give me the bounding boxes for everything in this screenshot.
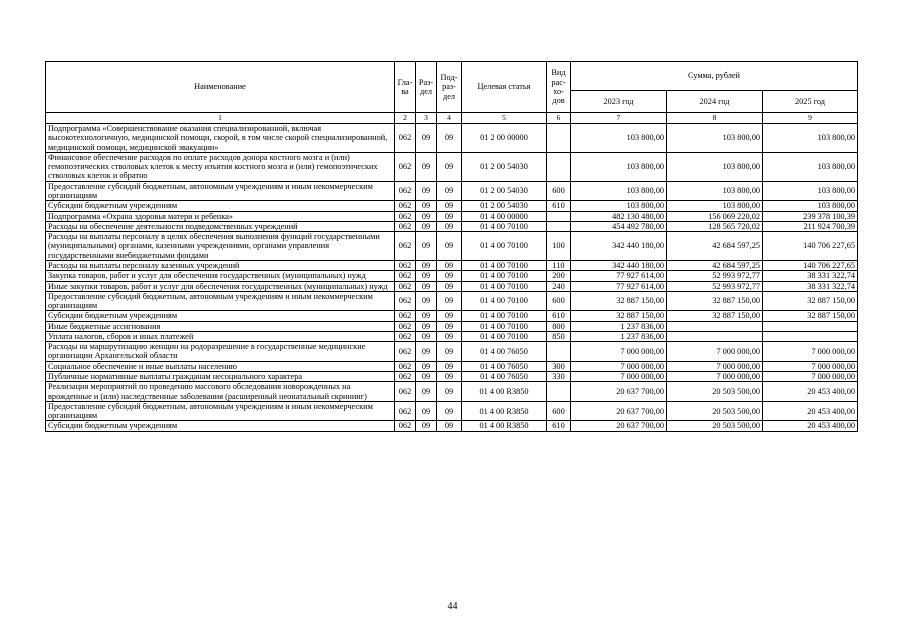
cell-sum-2024: 20 503 500,00 (667, 401, 763, 421)
cell-razdel: 09 (416, 421, 437, 431)
cell-sum-2024: 42 684 597,25 (667, 232, 763, 261)
cell-podrazdel: 09 (437, 260, 462, 270)
cell-sum-2023: 20 637 700,00 (571, 401, 667, 421)
cell-vid (547, 124, 571, 153)
cell-target: 01 4 00 70100 (462, 291, 547, 311)
cell-sum-2025: 7 000 000,00 (763, 342, 858, 362)
cell-razdel: 09 (416, 361, 437, 371)
cell-name: Реализация мероприятий по проведению массового обследования новорожденных на врожденные и (или) наследственные заболевания (расширенный неонатальный скрининг) (46, 382, 395, 402)
cell-razdel: 09 (416, 382, 437, 402)
cell-razdel: 09 (416, 211, 437, 221)
table-row (46, 232, 858, 261)
column-number-row (46, 113, 858, 124)
cell-sum-2025: 211 924 700,39 (763, 221, 858, 231)
cell-target: 01 4 00 00000 (462, 211, 547, 221)
cell-sum-2024: 156 069 220,02 (667, 211, 763, 221)
cell-vid: 600 (547, 401, 571, 421)
cell-sum-2023: 7 000 000,00 (571, 342, 667, 362)
cell-sum-2025: 20 453 400,00 (763, 382, 858, 402)
cell-sum-2025 (763, 331, 858, 341)
cell-sum-2023: 103 800,00 (571, 201, 667, 211)
cell-sum-2025: 32 887 150,00 (763, 291, 858, 311)
cell-razdel: 09 (416, 291, 437, 311)
cell-name: Публичные нормативные выплаты гражданам несоциального характера (46, 372, 395, 382)
table-row (46, 401, 858, 421)
cell-name: Расходы на выплаты персоналу в целях обеспечения выполнения функций государственными (муниципальными) органами, казенными учреждениями, органами управления государственными внебюджетными фондами (46, 232, 395, 261)
cell-podrazdel: 09 (437, 361, 462, 371)
cell-sum-2025 (763, 321, 858, 331)
cell-razdel: 09 (416, 271, 437, 281)
table-row (46, 382, 858, 402)
cell-target: 01 4 00 76050 (462, 372, 547, 382)
table-row (46, 124, 858, 153)
cell-name: Расходы на обеспечение деятельности подведомственных учреждений (46, 221, 395, 231)
cell-podrazdel: 09 (437, 281, 462, 291)
cell-razdel: 09 (416, 124, 437, 153)
cell-vid: 300 (547, 361, 571, 371)
cell-razdel: 09 (416, 321, 437, 331)
cell-target: 01 4 00 70100 (462, 260, 547, 270)
cell-name: Иные бюджетные ассигнования (46, 321, 395, 331)
cell-podrazdel: 09 (437, 331, 462, 341)
cell-vid: 330 (547, 372, 571, 382)
col-number: 2 (395, 113, 416, 124)
col-number: 4 (437, 113, 462, 124)
cell-target: 01 2 00 54030 (462, 181, 547, 201)
cell-glava: 062 (395, 181, 416, 201)
cell-target: 01 4 00 70100 (462, 311, 547, 321)
cell-glava: 062 (395, 382, 416, 402)
cell-vid (547, 382, 571, 402)
cell-target: 01 4 00 76050 (462, 361, 547, 371)
cell-podrazdel: 09 (437, 421, 462, 431)
cell-target: 01 4 00 70100 (462, 321, 547, 331)
cell-sum-2023: 454 492 780,00 (571, 221, 667, 231)
cell-sum-2024: 103 800,00 (667, 201, 763, 211)
cell-glava: 062 (395, 201, 416, 211)
col-number: 1 (46, 113, 395, 124)
table-row (46, 152, 858, 181)
cell-sum-2024: 52 993 972,77 (667, 271, 763, 281)
cell-razdel: 09 (416, 201, 437, 211)
cell-name: Субсидии бюджетным учреждениям (46, 421, 395, 431)
cell-vid: 100 (547, 232, 571, 261)
cell-target: 01 2 00 54030 (462, 152, 547, 181)
table-row (46, 260, 858, 270)
cell-name: Подпрограмма «Охрана здоровья матери и ребенка» (46, 211, 395, 221)
header-razdel: Раз-дел (416, 62, 437, 113)
table-row (46, 201, 858, 211)
cell-podrazdel: 09 (437, 232, 462, 261)
cell-glava: 062 (395, 401, 416, 421)
cell-sum-2024: 128 565 720,02 (667, 221, 763, 231)
cell-razdel: 09 (416, 372, 437, 382)
cell-podrazdel: 09 (437, 221, 462, 231)
cell-sum-2025: 103 800,00 (763, 201, 858, 211)
cell-podrazdel: 09 (437, 311, 462, 321)
cell-glava: 062 (395, 232, 416, 261)
cell-sum-2023: 20 637 700,00 (571, 382, 667, 402)
table-row (46, 291, 858, 311)
cell-podrazdel: 09 (437, 271, 462, 281)
cell-glava: 062 (395, 311, 416, 321)
cell-name: Уплата налогов, сборов и иных платежей (46, 331, 395, 341)
cell-sum-2025: 32 887 150,00 (763, 311, 858, 321)
cell-sum-2025: 7 000 000,00 (763, 361, 858, 371)
cell-name: Предоставление субсидий бюджетным, автономным учреждениям и иным некоммерческим организациям (46, 181, 395, 201)
cell-target: 01 2 00 54030 (462, 201, 547, 211)
cell-sum-2025: 239 378 100,39 (763, 211, 858, 221)
cell-glava: 062 (395, 321, 416, 331)
cell-vid: 110 (547, 260, 571, 270)
cell-vid (547, 342, 571, 362)
cell-sum-2023: 77 927 614,00 (571, 271, 667, 281)
cell-razdel: 09 (416, 331, 437, 341)
table-row (46, 181, 858, 201)
table-row (46, 271, 858, 281)
cell-razdel: 09 (416, 232, 437, 261)
cell-sum-2024: 103 800,00 (667, 152, 763, 181)
cell-target: 01 4 00 70100 (462, 271, 547, 281)
cell-razdel: 09 (416, 281, 437, 291)
cell-vid: 600 (547, 291, 571, 311)
cell-target: 01 4 00 R3850 (462, 401, 547, 421)
header-year-2025: 2025 год (763, 91, 858, 113)
cell-sum-2023: 20 637 700,00 (571, 421, 667, 431)
cell-sum-2023: 32 887 150,00 (571, 311, 667, 321)
cell-sum-2023: 7 000 000,00 (571, 361, 667, 371)
cell-target: 01 4 00 R3850 (462, 382, 547, 402)
cell-vid (547, 152, 571, 181)
cell-name: Подпрограмма «Совершенствование оказания специализированной, включая высокотехнологичную, медицинской помощи, скорой, в том числе скорой специализированной, медицинской помощи, медицинской эвакуации» (46, 124, 395, 153)
cell-target: 01 2 00 00000 (462, 124, 547, 153)
cell-razdel: 09 (416, 311, 437, 321)
header-vid: Вид рас-хо-дов (547, 62, 571, 113)
cell-sum-2025: 140 706 227,65 (763, 260, 858, 270)
cell-sum-2024: 7 000 000,00 (667, 361, 763, 371)
table-row (46, 372, 858, 382)
table-row (46, 342, 858, 362)
col-number: 9 (763, 113, 858, 124)
col-number: 6 (547, 113, 571, 124)
table-row (46, 281, 858, 291)
cell-vid: 240 (547, 281, 571, 291)
cell-target: 01 4 00 70100 (462, 331, 547, 341)
table-row (46, 221, 858, 231)
cell-podrazdel: 09 (437, 124, 462, 153)
cell-name: Социальное обеспечение и иные выплаты населению (46, 361, 395, 371)
cell-sum-2024: 20 503 500,00 (667, 382, 763, 402)
cell-sum-2023: 103 800,00 (571, 152, 667, 181)
table-row (46, 331, 858, 341)
col-number: 3 (416, 113, 437, 124)
cell-razdel: 09 (416, 181, 437, 201)
cell-glava: 062 (395, 361, 416, 371)
cell-sum-2025: 20 453 400,00 (763, 421, 858, 431)
cell-sum-2024: 20 503 500,00 (667, 421, 763, 431)
cell-sum-2025: 103 800,00 (763, 152, 858, 181)
cell-name: Закупка товаров, работ и услуг для обеспечения государственных (муниципальных) нужд (46, 271, 395, 281)
cell-name: Расходы на выплаты персоналу казенных учреждений (46, 260, 395, 270)
cell-razdel: 09 (416, 221, 437, 231)
cell-razdel: 09 (416, 260, 437, 270)
cell-razdel: 09 (416, 342, 437, 362)
cell-target: 01 4 00 70100 (462, 281, 547, 291)
cell-target: 01 4 00 70100 (462, 221, 547, 231)
cell-razdel: 09 (416, 152, 437, 181)
cell-sum-2025: 140 706 227,65 (763, 232, 858, 261)
cell-sum-2024: 103 800,00 (667, 181, 763, 201)
table-row (46, 421, 858, 431)
header-podrazdel: Под-раз-дел (437, 62, 462, 113)
cell-podrazdel: 09 (437, 152, 462, 181)
cell-sum-2025: 103 800,00 (763, 181, 858, 201)
cell-vid: 800 (547, 321, 571, 331)
cell-glava: 062 (395, 221, 416, 231)
cell-sum-2024 (667, 321, 763, 331)
cell-vid: 600 (547, 181, 571, 201)
cell-podrazdel: 09 (437, 321, 462, 331)
cell-glava: 062 (395, 421, 416, 431)
cell-glava: 062 (395, 372, 416, 382)
cell-sum-2023: 482 130 480,00 (571, 211, 667, 221)
table-row (46, 311, 858, 321)
cell-sum-2024: 42 684 597,25 (667, 260, 763, 270)
header-name: Наименование (46, 62, 395, 113)
cell-sum-2025: 20 453 400,00 (763, 401, 858, 421)
cell-podrazdel: 09 (437, 372, 462, 382)
cell-sum-2024: 7 000 000,00 (667, 342, 763, 362)
cell-glava: 062 (395, 260, 416, 270)
table-body (46, 124, 858, 432)
cell-glava: 062 (395, 281, 416, 291)
cell-sum-2023: 103 800,00 (571, 124, 667, 153)
cell-sum-2024: 7 000 000,00 (667, 372, 763, 382)
cell-podrazdel: 09 (437, 401, 462, 421)
cell-glava: 062 (395, 271, 416, 281)
cell-vid: 610 (547, 421, 571, 431)
cell-vid (547, 211, 571, 221)
cell-podrazdel: 09 (437, 382, 462, 402)
cell-name: Субсидии бюджетным учреждениям (46, 311, 395, 321)
cell-glava: 062 (395, 291, 416, 311)
cell-sum-2024: 32 887 150,00 (667, 291, 763, 311)
cell-razdel: 09 (416, 401, 437, 421)
cell-vid: 200 (547, 271, 571, 281)
page-number: 44 (447, 601, 458, 612)
cell-sum-2023: 7 000 000,00 (571, 372, 667, 382)
header-sum: Сумма, рублей (571, 62, 858, 91)
cell-sum-2023: 342 440 180,00 (571, 232, 667, 261)
cell-name: Финансовое обеспечение расходов по оплате расходов донора костного мозга и (или) гемопоэтических стволовых клеток к месту изъятия костного мозга и (или) гемопоэтических стволовых клеток и обратно (46, 152, 395, 181)
header-target: Целевая статья (462, 62, 547, 113)
cell-glava: 062 (395, 152, 416, 181)
cell-podrazdel: 09 (437, 181, 462, 201)
cell-sum-2024: 52 993 972,77 (667, 281, 763, 291)
cell-sum-2023: 1 237 836,00 (571, 331, 667, 341)
cell-name: Предоставление субсидий бюджетным, автономным учреждениям и иным некоммерческим организациям (46, 401, 395, 421)
table-row (46, 361, 858, 371)
cell-sum-2023: 103 800,00 (571, 181, 667, 201)
cell-glava: 062 (395, 211, 416, 221)
cell-podrazdel: 09 (437, 211, 462, 221)
cell-target: 01 4 00 70100 (462, 232, 547, 261)
cell-sum-2023: 342 440 180,00 (571, 260, 667, 270)
header-year-2024: 2024 год (667, 91, 763, 113)
cell-name: Субсидии бюджетным учреждениям (46, 201, 395, 211)
cell-podrazdel: 09 (437, 201, 462, 211)
cell-sum-2023: 1 237 836,00 (571, 321, 667, 331)
cell-name: Расходы на маршрутизацию женщин на родоразрешение в государственные медицинские организации Архангельской области (46, 342, 395, 362)
cell-sum-2023: 32 887 150,00 (571, 291, 667, 311)
header-year-2023: 2023 год (571, 91, 667, 113)
cell-sum-2025: 7 000 000,00 (763, 372, 858, 382)
col-number: 5 (462, 113, 547, 124)
cell-vid: 850 (547, 331, 571, 341)
cell-sum-2024: 32 887 150,00 (667, 311, 763, 321)
cell-sum-2025: 38 331 322,74 (763, 281, 858, 291)
header-glava: Гла-ва (395, 62, 416, 113)
cell-glava: 062 (395, 331, 416, 341)
cell-name: Иные закупки товаров, работ и услуг для обеспечения государственных (муниципальных) нужд (46, 281, 395, 291)
cell-vid: 610 (547, 311, 571, 321)
cell-podrazdel: 09 (437, 291, 462, 311)
budget-table (45, 61, 858, 432)
cell-sum-2024 (667, 331, 763, 341)
cell-sum-2024: 103 800,00 (667, 124, 763, 153)
cell-glava: 062 (395, 124, 416, 153)
cell-podrazdel: 09 (437, 342, 462, 362)
cell-glava: 062 (395, 342, 416, 362)
table-row (46, 211, 858, 221)
table-row (46, 321, 858, 331)
col-number: 8 (667, 113, 763, 124)
col-number: 7 (571, 113, 667, 124)
cell-sum-2025: 38 331 322,74 (763, 271, 858, 281)
cell-target: 01 4 00 R3850 (462, 421, 547, 431)
cell-target: 01 4 00 76050 (462, 342, 547, 362)
cell-sum-2023: 77 927 614,00 (571, 281, 667, 291)
cell-vid (547, 221, 571, 231)
cell-vid: 610 (547, 201, 571, 211)
cell-name: Предоставление субсидий бюджетным, автономным учреждениям и иным некоммерческим организациям (46, 291, 395, 311)
cell-sum-2025: 103 800,00 (763, 124, 858, 153)
